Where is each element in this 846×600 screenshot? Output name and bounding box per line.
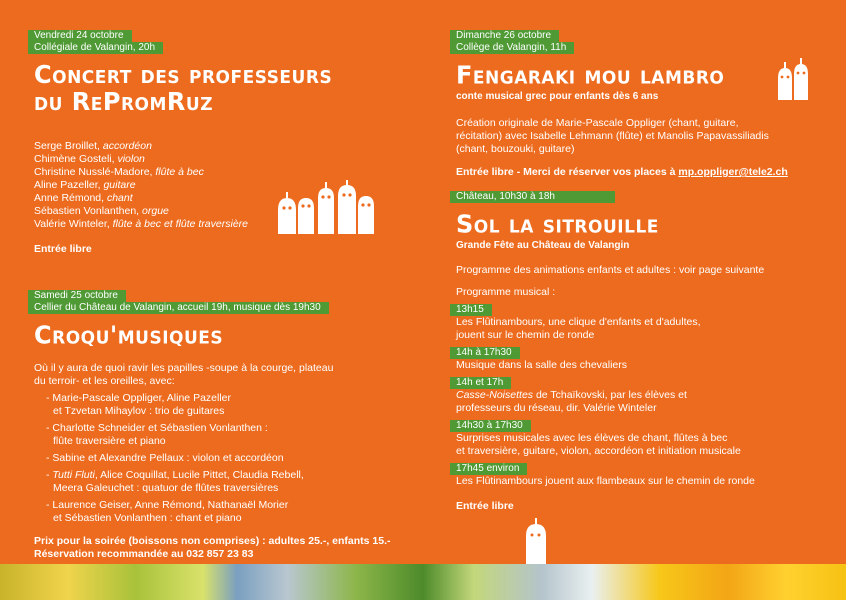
time-badge: 14h et 17h xyxy=(450,377,511,389)
programme-musical-label: Programme musical : xyxy=(456,286,556,298)
event2-header xyxy=(28,290,398,314)
photo-strip xyxy=(0,564,846,600)
list-item: - Charlotte Schneider et Sébastien Vonlanthen : flûte traversière et piano xyxy=(46,422,268,447)
time-badge: 14h à 17h30 xyxy=(450,347,520,359)
programme-animations: Programme des animations enfants et adultes : voir page suivante xyxy=(456,264,765,276)
list-item: 14h30 à 17h30 Surprises musicales avec les élèves de chant, flûtes à bec et traversière, guitare, violon, accordéon et initiation musicale xyxy=(450,419,820,458)
performer: Christine Nusslé-Madore, flûte à bec xyxy=(34,166,204,178)
ghosts-illustration xyxy=(272,180,380,238)
description-line: (chant, bouzouki, guitare) xyxy=(456,143,575,155)
intro-line: du terroir- et les oreilles, avec: xyxy=(34,375,175,387)
event2-date: Samedi 25 octobre xyxy=(28,290,126,302)
event2-title: Croqu'musiques xyxy=(34,320,224,350)
description-line: récitation) avec Isabelle Lehmann (flûte) et Manolis Papavassiliadis xyxy=(456,130,769,142)
event3-title: Fengaraki mou lambro xyxy=(456,60,725,90)
event1-title xyxy=(34,61,398,116)
event4-entry: Entrée libre xyxy=(456,500,514,512)
list-item: - Marie-Pascale Oppliger, Aline Pazeller et Tzvetan Mihaylov : trio de guitares xyxy=(46,392,232,417)
email-link[interactable]: mp.oppliger@tele2.ch xyxy=(678,166,788,178)
event3-description xyxy=(456,117,820,156)
bands-list xyxy=(34,392,398,525)
performer: Aline Pazeller, guitare xyxy=(34,179,136,191)
event1-date: Vendredi 24 octobre xyxy=(28,30,132,42)
event1-title-line1: Concert des professeurs xyxy=(34,59,333,90)
intro-line: Où il y aura de quoi ravir les papilles -soupe à la courge, plateau xyxy=(34,362,334,374)
performer: Valérie Winteler, flûte à bec et flûte traversière xyxy=(34,218,248,230)
event4-subtitle: Grande Fête au Château de Valangin xyxy=(456,240,630,251)
list-item: 17h45 environ Les Flûtinambours jouent aux flambeaux sur le chemin de ronde xyxy=(450,462,820,488)
event4-header xyxy=(450,191,820,203)
ghost-illustration-bottom xyxy=(524,516,548,564)
list-item: 14h à 17h30 Musique dans la salle des chevaliers xyxy=(450,346,820,372)
list-item: 13h15 Les Flûtinambours, une clique d'enfants et d'adultes, jouent sur le chemin de ronde xyxy=(450,303,820,342)
list-item: - Tutti Fluti, Alice Coquillat, Lucile Pittet, Claudia Rebell, Meera Galeuchet : quatuor de flûtes traversières xyxy=(46,469,304,494)
event3-entry: Entrée libre - Merci de réserver vos places à mp.oppliger@tele2.ch xyxy=(456,166,788,178)
performer: Chimène Gosteli, violon xyxy=(34,153,145,165)
event4-title: Sol la sitrouille xyxy=(456,209,659,239)
event3-place: Collège de Valangin, 11h xyxy=(450,42,574,54)
time-badge: 14h30 à 17h30 xyxy=(450,420,531,432)
list-item: - Sabine et Alexandre Pellaux : violon et accordéon xyxy=(46,452,284,464)
performer: Serge Broillet, accordéon xyxy=(34,140,152,152)
event1-entry: Entrée libre xyxy=(34,243,92,255)
price-line: Prix pour la soirée (boissons non comprises) : adultes 25.-, enfants 15.- xyxy=(34,535,391,547)
right-column xyxy=(450,30,820,513)
time-badge: 17h45 environ xyxy=(450,463,527,475)
left-column xyxy=(28,30,398,561)
list-item: - Laurence Geiser, Anne Rémond, Nathanaël Morier et Sébastien Vonlanthen : chant et piano xyxy=(46,499,289,524)
description-line: Création originale de Marie-Pascale Oppliger (chant, guitare, xyxy=(456,117,739,129)
event2-place: Cellier du Château de Valangin, accueil 19h, musique dès 19h30 xyxy=(28,302,329,314)
event1-place: Collégiale de Valangin, 20h xyxy=(28,42,163,54)
time-badge: 13h15 xyxy=(450,304,492,316)
event4-place: Château, 10h30 à 18h xyxy=(450,191,615,203)
event2-price xyxy=(34,535,398,561)
event3-subtitle: conte musical grec pour enfants dès 6 ans xyxy=(456,91,659,102)
performer: Anne Rémond, chant xyxy=(34,192,133,204)
programme-list xyxy=(450,303,820,488)
event1-header xyxy=(28,30,398,54)
event2-intro xyxy=(34,362,398,388)
ghosts-illustration-small xyxy=(776,56,810,102)
reservation-line: Réservation recommandée au 032 857 23 83 xyxy=(34,548,254,560)
event3-header xyxy=(450,30,820,54)
event3-date: Dimanche 26 octobre xyxy=(450,30,559,42)
list-item: 14h et 17h Casse-Noisettes de Tchaïkovski, par les élèves et professeurs du réseau, dir. Valérie Winteler xyxy=(450,376,820,415)
event1-title-line2: du RePromRuz xyxy=(34,86,214,117)
performer: Sébastien Vonlanthen, orgue xyxy=(34,205,169,217)
